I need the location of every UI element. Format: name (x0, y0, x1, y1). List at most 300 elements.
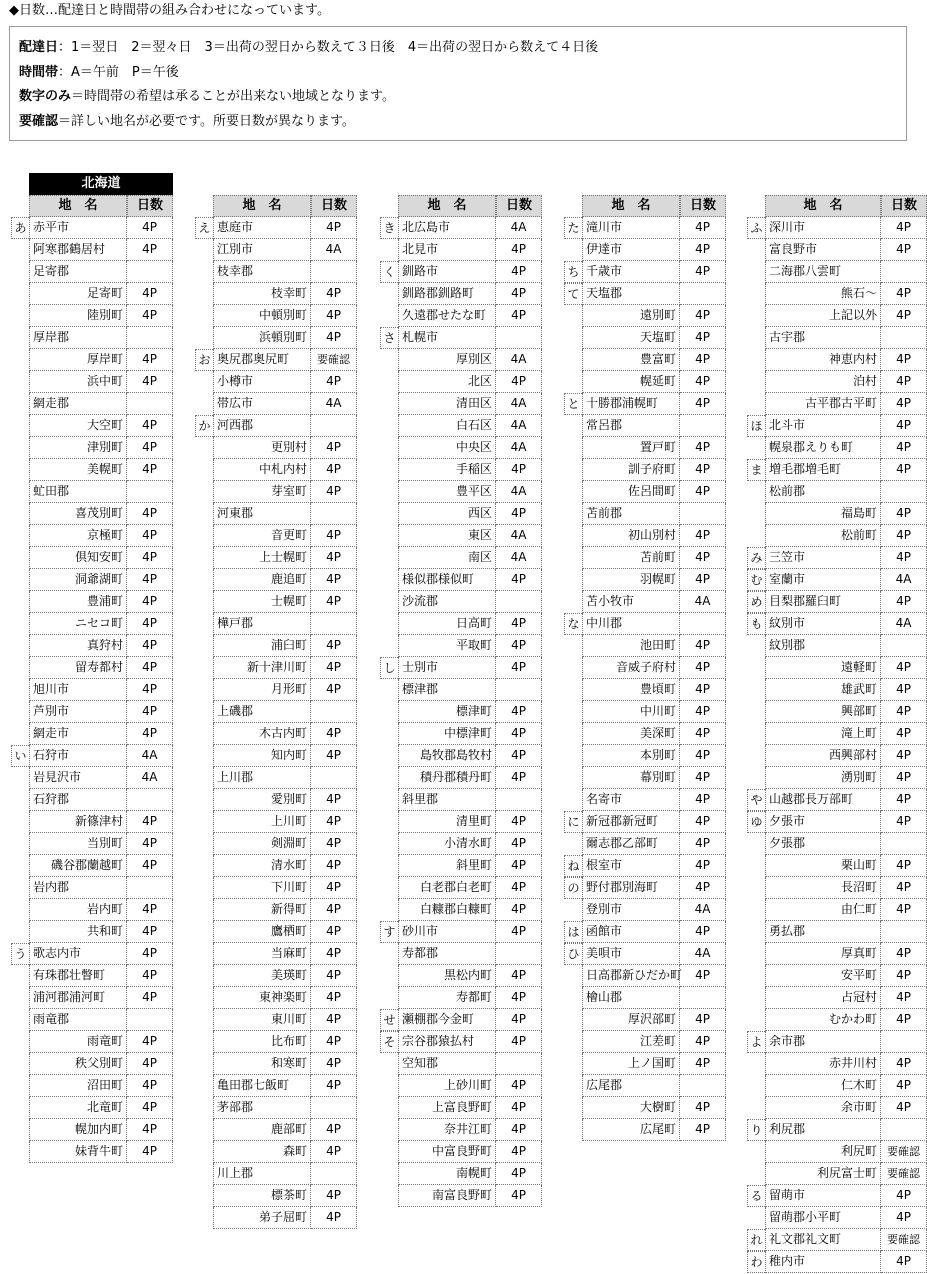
table-row (11, 481, 173, 503)
header-days: 日数 (311, 195, 357, 217)
place-name: 熊石～ (765, 283, 881, 305)
table-row (380, 349, 542, 371)
delivery-days: 4P (127, 987, 173, 1009)
place-name: 遠軽町 (765, 657, 881, 679)
table-row (380, 1031, 542, 1053)
kana-index (195, 1075, 213, 1097)
table-row (747, 877, 927, 899)
place-name: 当麻町 (213, 943, 311, 965)
delivery-days: 4P (680, 635, 726, 657)
delivery-days: 4A (127, 767, 173, 789)
kana-index (11, 415, 29, 437)
place-name: 音威子府村 (582, 657, 680, 679)
kana-index: う (11, 943, 29, 965)
kana-index (11, 723, 29, 745)
place-name: 斜里郡 (398, 789, 496, 811)
delivery-days: 4P (881, 1009, 927, 1031)
delivery-days (127, 393, 173, 415)
place-name: 訓子府町 (582, 459, 680, 481)
table-row (564, 855, 726, 877)
delivery-days: 4P (881, 811, 927, 833)
kana-index: ま (747, 459, 765, 481)
table-header (582, 195, 726, 217)
header-place-name: 地 名 (765, 195, 881, 217)
table-row (747, 987, 927, 1009)
place-name: 網走市 (29, 723, 127, 745)
place-name: 美瑛町 (213, 965, 311, 987)
delivery-days: 要確認 (881, 1163, 927, 1185)
delivery-days (311, 701, 357, 723)
kana-index: の (564, 877, 582, 899)
kana-index (564, 591, 582, 613)
place-name: 寿都郡 (398, 943, 496, 965)
kana-index (195, 811, 213, 833)
kana-index (747, 701, 765, 723)
place-name: 真狩村 (29, 635, 127, 657)
table-row (564, 899, 726, 921)
kana-index (11, 679, 29, 701)
place-name: 興部町 (765, 701, 881, 723)
kana-index (195, 591, 213, 613)
delivery-days: 4P (496, 1097, 542, 1119)
delivery-days: 4P (127, 921, 173, 943)
delivery-days: 4P (496, 855, 542, 877)
delivery-days: 4P (680, 239, 726, 261)
kana-index: よ (747, 1031, 765, 1053)
table-row (564, 327, 726, 349)
table-row (195, 481, 357, 503)
table-row (747, 547, 927, 569)
place-name: 札幌市 (398, 327, 496, 349)
table-row (195, 371, 357, 393)
table-row (747, 217, 927, 239)
place-name: 本別町 (582, 745, 680, 767)
kana-index: や (747, 789, 765, 811)
place-name: 浦臼町 (213, 635, 311, 657)
kana-index (195, 701, 213, 723)
table-row (11, 943, 173, 965)
place-name: 上ノ国町 (582, 1053, 680, 1075)
delivery-days: 4P (496, 877, 542, 899)
delivery-days: 4P (881, 393, 927, 415)
kana-index: ゆ (747, 811, 765, 833)
delivery-days: 4P (311, 811, 357, 833)
place-name: 月形町 (213, 679, 311, 701)
kana-index (747, 899, 765, 921)
kana-index: あ (11, 217, 29, 239)
delivery-days: 4P (311, 635, 357, 657)
table-row (195, 657, 357, 679)
delivery-days: 4P (680, 1097, 726, 1119)
place-name: 沙流郡 (398, 591, 496, 613)
table-row (195, 415, 357, 437)
delivery-days (680, 415, 726, 437)
kana-index (380, 503, 398, 525)
kana-index: ね (564, 855, 582, 877)
kana-index (11, 789, 29, 811)
delivery-days: 4P (311, 305, 357, 327)
table-row (380, 789, 542, 811)
place-name: 様似郡様似町 (398, 569, 496, 591)
delivery-days: 4P (496, 833, 542, 855)
delivery-days: 4A (496, 349, 542, 371)
kana-index (747, 239, 765, 261)
kana-index (195, 283, 213, 305)
kana-index (747, 1009, 765, 1031)
delivery-days (127, 789, 173, 811)
kana-index (564, 635, 582, 657)
table-row (380, 943, 542, 965)
table-row (747, 1141, 927, 1163)
place-name: 由仁町 (765, 899, 881, 921)
delivery-days: 4P (496, 261, 542, 283)
table-row (747, 569, 927, 591)
table-row (564, 701, 726, 723)
place-name: 伊達市 (582, 239, 680, 261)
delivery-days: 4P (127, 679, 173, 701)
place-name: 新冠郡新冠町 (582, 811, 680, 833)
place-name: 上砂川町 (398, 1075, 496, 1097)
place-name: 占冠村 (765, 987, 881, 1009)
delivery-days: 4P (881, 437, 927, 459)
kana-index (747, 305, 765, 327)
delivery-days: 4P (311, 679, 357, 701)
place-name: 石狩郡 (29, 789, 127, 811)
place-name: 枝幸町 (213, 283, 311, 305)
table-row (564, 371, 726, 393)
place-name: 三笠市 (765, 547, 881, 569)
kana-index (11, 1097, 29, 1119)
kana-index (195, 965, 213, 987)
table-header (29, 195, 173, 217)
delivery-days: 4P (496, 613, 542, 635)
delivery-days: 4P (496, 239, 542, 261)
delivery-days: 4P (127, 701, 173, 723)
delivery-days: 4P (127, 371, 173, 393)
place-name: 赤井川村 (765, 1053, 881, 1075)
delivery-days: 4P (881, 547, 927, 569)
table-row (195, 811, 357, 833)
delivery-days (881, 833, 927, 855)
header-place-name: 地 名 (213, 195, 311, 217)
table-row (11, 745, 173, 767)
place-name: 厚沢部町 (582, 1009, 680, 1031)
place-name: 上川郡 (213, 767, 311, 789)
delivery-days: 4P (311, 855, 357, 877)
table-row (195, 1009, 357, 1031)
kana-index (380, 525, 398, 547)
kana-index (747, 943, 765, 965)
place-name: 大樹町 (582, 1097, 680, 1119)
place-name: 砂川市 (398, 921, 496, 943)
delivery-days: 4P (680, 305, 726, 327)
delivery-days: 4P (127, 547, 173, 569)
table-row (564, 1097, 726, 1119)
place-name: 中央区 (398, 437, 496, 459)
table-row (747, 1229, 927, 1251)
table-row (195, 943, 357, 965)
kana-index (195, 1119, 213, 1141)
delivery-days: 4A (311, 393, 357, 415)
delivery-days: 4P (680, 371, 726, 393)
place-name: 枝幸郡 (213, 261, 311, 283)
delivery-days: 4P (311, 327, 357, 349)
table-row (11, 899, 173, 921)
delivery-days: 4A (311, 239, 357, 261)
legend-label: 配達日 (19, 40, 59, 55)
legend-text: ：A＝午前 P＝午後 (58, 64, 179, 80)
place-name: 滝川市 (582, 217, 680, 239)
table-row (564, 811, 726, 833)
table-row (747, 723, 927, 745)
kana-index (11, 811, 29, 833)
place-name: 南幌町 (398, 1163, 496, 1185)
table-row (11, 305, 173, 327)
table-row (11, 283, 173, 305)
place-name: 津別町 (29, 437, 127, 459)
delivery-days: 4P (127, 811, 173, 833)
table-row (564, 261, 726, 283)
place-name: 洞爺湖町 (29, 569, 127, 591)
place-name: 歌志内市 (29, 943, 127, 965)
place-name: 厚岸郡 (29, 327, 127, 349)
kana-index (11, 921, 29, 943)
place-name: 富良野市 (765, 239, 881, 261)
place-name: 赤平市 (29, 217, 127, 239)
place-name: 亀田郡七飯町 (213, 1075, 311, 1097)
place-name: 奈井江町 (398, 1119, 496, 1141)
place-name: 天塩町 (582, 327, 680, 349)
table-row (195, 239, 357, 261)
table-row (380, 635, 542, 657)
kana-index: そ (380, 1031, 398, 1053)
place-name: 豊浦町 (29, 591, 127, 613)
delivery-days: 4P (680, 679, 726, 701)
legend-label: 要確認 (19, 113, 59, 129)
kana-index (195, 767, 213, 789)
table-row (380, 393, 542, 415)
delivery-days: 4P (311, 481, 357, 503)
table-row (195, 789, 357, 811)
delivery-days: 4P (680, 349, 726, 371)
kana-index (564, 987, 582, 1009)
table-row (195, 1141, 357, 1163)
table-row (564, 635, 726, 657)
table-row (380, 965, 542, 987)
delivery-days: 4A (881, 613, 927, 635)
delivery-days: 4P (311, 745, 357, 767)
delivery-days: 4P (881, 1097, 927, 1119)
delivery-days (496, 789, 542, 811)
table-row (747, 701, 927, 723)
table-row (747, 789, 927, 811)
table-row (11, 503, 173, 525)
delivery-days: 4P (680, 833, 726, 855)
delivery-days (881, 1031, 927, 1053)
place-name: 喜茂別町 (29, 503, 127, 525)
kana-index (11, 701, 29, 723)
delivery-days: 4P (881, 305, 927, 327)
kana-index (564, 437, 582, 459)
delivery-days: 4P (127, 1119, 173, 1141)
table-row (11, 393, 173, 415)
place-name: 中標津町 (398, 723, 496, 745)
place-name: 夕張市 (765, 811, 881, 833)
kana-index (380, 635, 398, 657)
table-row (380, 261, 542, 283)
table-row (195, 701, 357, 723)
place-name: 利尻富士町 (765, 1163, 881, 1185)
kana-index (195, 459, 213, 481)
place-name: 遠別町 (582, 305, 680, 327)
place-name: 網走郡 (29, 393, 127, 415)
kana-index (11, 239, 29, 261)
header-days: 日数 (496, 195, 542, 217)
delivery-days: 4P (311, 899, 357, 921)
kana-index: も (747, 613, 765, 635)
place-name: 久遠郡せたな町 (398, 305, 496, 327)
delivery-days: 4P (680, 327, 726, 349)
delivery-days: 4P (127, 525, 173, 547)
place-name: 雨竜町 (29, 1031, 127, 1053)
delivery-days: 4P (881, 1075, 927, 1097)
table-row (564, 547, 726, 569)
table-row (195, 723, 357, 745)
place-name: 寿都町 (398, 987, 496, 1009)
table-row (11, 767, 173, 789)
table-row (195, 745, 357, 767)
delivery-days: 4P (680, 459, 726, 481)
place-name: 福島町 (765, 503, 881, 525)
kana-index: わ (747, 1251, 765, 1273)
kana-index (564, 833, 582, 855)
place-name: 幌加内町 (29, 1119, 127, 1141)
delivery-days: 4P (680, 657, 726, 679)
place-name: 東神楽町 (213, 987, 311, 1009)
delivery-days (311, 613, 357, 635)
delivery-days: 4P (881, 1053, 927, 1075)
table-row (747, 239, 927, 261)
delivery-days: 4P (496, 1031, 542, 1053)
table-row (11, 811, 173, 833)
place-name: 下川町 (213, 877, 311, 899)
table-row (380, 327, 542, 349)
place-name: 北見市 (398, 239, 496, 261)
place-name: 檜山郡 (582, 987, 680, 1009)
table-row (11, 1097, 173, 1119)
table-row (747, 371, 927, 393)
kana-index (747, 635, 765, 657)
place-name: 黒松内町 (398, 965, 496, 987)
kana-index: せ (380, 1009, 398, 1031)
kana-index (747, 921, 765, 943)
delivery-days: 4P (496, 965, 542, 987)
kana-index (11, 987, 29, 1009)
delivery-days: 4P (680, 525, 726, 547)
table-row (747, 1163, 927, 1185)
kana-index (747, 1163, 765, 1185)
place-name: 名寄市 (582, 789, 680, 811)
kana-index (195, 789, 213, 811)
delivery-days: 4A (496, 547, 542, 569)
table-row (747, 525, 927, 547)
kana-index (11, 1075, 29, 1097)
kana-index: て (564, 283, 582, 305)
delivery-days: 4P (127, 437, 173, 459)
delivery-days: 4P (881, 349, 927, 371)
table-row (747, 1009, 927, 1031)
place-name: 古平郡古平町 (765, 393, 881, 415)
place-name: 北広島市 (398, 217, 496, 239)
legend-label: 時間帯 (19, 64, 59, 80)
delivery-days: 4P (311, 877, 357, 899)
kana-index: み (747, 547, 765, 569)
delivery-days: 4P (311, 525, 357, 547)
table-row (564, 877, 726, 899)
kana-index: な (564, 613, 582, 635)
delivery-days: 4A (680, 943, 726, 965)
table-row (195, 349, 357, 371)
table-row (747, 745, 927, 767)
delivery-days: 4P (311, 371, 357, 393)
table-row (195, 965, 357, 987)
kana-index (195, 833, 213, 855)
kana-index (747, 327, 765, 349)
delivery-days (496, 1053, 542, 1075)
table-row (11, 877, 173, 899)
table-row (747, 635, 927, 657)
delivery-days: 4P (127, 459, 173, 481)
place-name: ニセコ町 (29, 613, 127, 635)
table-row (380, 877, 542, 899)
table-row (11, 987, 173, 1009)
kana-index (11, 855, 29, 877)
place-name: 二海郡八雲町 (765, 261, 881, 283)
table-row (11, 789, 173, 811)
place-name: 岩内郡 (29, 877, 127, 899)
place-name: 紋別郡 (765, 635, 881, 657)
delivery-days: 4A (496, 393, 542, 415)
kana-index (195, 393, 213, 415)
delivery-days: 4P (127, 569, 173, 591)
kana-index (564, 701, 582, 723)
kana-index (564, 503, 582, 525)
place-name: 平取町 (398, 635, 496, 657)
legend-confirm (19, 110, 906, 135)
kana-index (747, 723, 765, 745)
delivery-days: 4P (881, 943, 927, 965)
table-row (747, 305, 927, 327)
table-row (564, 591, 726, 613)
delivery-days: 4P (127, 503, 173, 525)
header-days: 日数 (127, 195, 173, 217)
place-name: 積丹郡積丹町 (398, 767, 496, 789)
delivery-days: 4P (127, 1141, 173, 1163)
kana-index (11, 833, 29, 855)
delivery-days: 4P (311, 833, 357, 855)
delivery-days: 4P (311, 987, 357, 1009)
delivery-days: 4P (881, 899, 927, 921)
place-name: 京極町 (29, 525, 127, 547)
place-name: 石狩市 (29, 745, 127, 767)
delivery-days: 4P (881, 283, 927, 305)
place-name: 上富良野町 (398, 1097, 496, 1119)
table-row (747, 1031, 927, 1053)
kana-index: む (747, 569, 765, 591)
kana-index (380, 569, 398, 591)
kana-index (11, 525, 29, 547)
kana-index (11, 1053, 29, 1075)
